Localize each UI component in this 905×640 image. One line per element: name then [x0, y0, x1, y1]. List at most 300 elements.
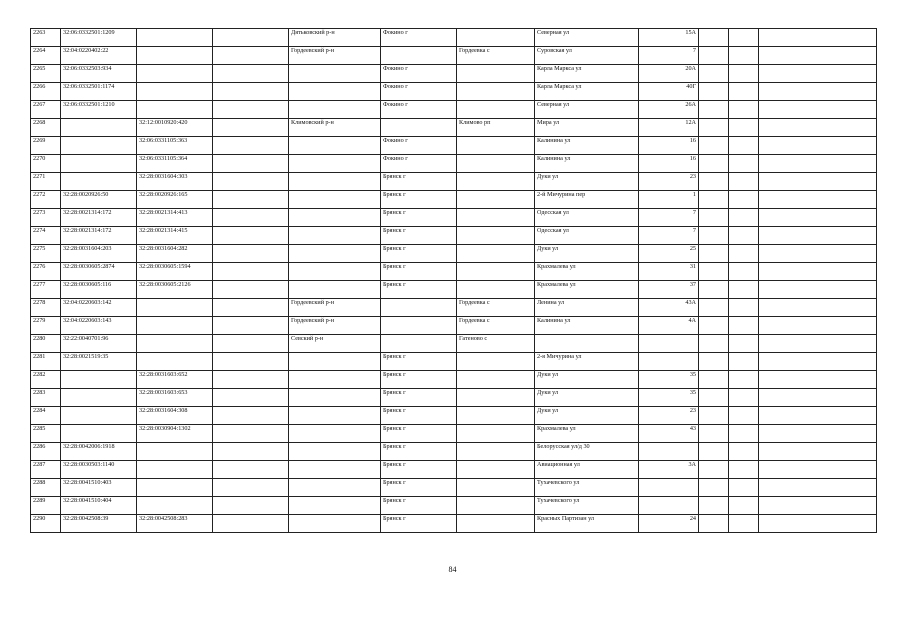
table-cell: Дуки ул: [535, 371, 639, 389]
table-cell: 24: [639, 515, 699, 533]
table-cell: Калинина ул: [535, 137, 639, 155]
table-cell: [213, 407, 289, 425]
table-row: [31, 425, 877, 443]
table-cell: [699, 317, 729, 335]
table-cell: [759, 353, 877, 371]
table-cell: Гордеевка с: [457, 47, 535, 65]
table-cell: [457, 425, 535, 443]
table-cell: 32:28:0020926:165: [137, 191, 213, 209]
table-cell: [759, 83, 877, 101]
table-cell: [213, 335, 289, 353]
table-cell: 43А: [639, 299, 699, 317]
table-cell: 2267: [31, 101, 61, 119]
table-cell: 32:28:0041510:404: [61, 497, 137, 515]
table-cell: [729, 47, 759, 65]
table-cell: Брянск г: [381, 281, 457, 299]
table-cell: [729, 479, 759, 497]
table-row: [31, 245, 877, 263]
table-cell: [381, 299, 457, 317]
table-cell: 2289: [31, 497, 61, 515]
table-cell: [699, 137, 729, 155]
table-cell: Фокино г: [381, 65, 457, 83]
table-cell: [639, 353, 699, 371]
table-cell: 32:28:0030605:1594: [137, 263, 213, 281]
table-row: [31, 317, 877, 335]
table-cell: [759, 209, 877, 227]
table-cell: [759, 155, 877, 173]
table-cell: Авиационная ул: [535, 461, 639, 479]
table-cell: 35: [639, 389, 699, 407]
table-cell: [729, 335, 759, 353]
table-cell: [213, 461, 289, 479]
table-cell: [289, 227, 381, 245]
table-cell: 26А: [639, 101, 699, 119]
table-cell: [759, 389, 877, 407]
table-cell: [213, 191, 289, 209]
table-cell: [759, 299, 877, 317]
table-cell: [457, 209, 535, 227]
table-cell: 2288: [31, 479, 61, 497]
table-cell: [729, 119, 759, 137]
table-cell: [457, 65, 535, 83]
table-cell: Дятьковский р-н: [289, 29, 381, 47]
table-cell: 2264: [31, 47, 61, 65]
table-cell: 2-й Мичурина пер: [535, 191, 639, 209]
table-cell: Брянск г: [381, 461, 457, 479]
table-cell: 32:06:0332501:1174: [61, 83, 137, 101]
table-row: [31, 47, 877, 65]
table-cell: [457, 227, 535, 245]
table-cell: 2275: [31, 245, 61, 263]
table-cell: [381, 119, 457, 137]
table-row: [31, 119, 877, 137]
table-cell: [289, 263, 381, 281]
table-cell: [699, 389, 729, 407]
table-cell: [457, 83, 535, 101]
table-cell: Калинина ул: [535, 155, 639, 173]
table-cell: [213, 317, 289, 335]
table-cell: 37: [639, 281, 699, 299]
table-cell: 32:04:0220402:22: [61, 47, 137, 65]
table-cell: 32:06:0331105:363: [137, 137, 213, 155]
table-cell: Дуки ул: [535, 389, 639, 407]
table-cell: [759, 461, 877, 479]
table-cell: Брянск г: [381, 227, 457, 245]
table-cell: [759, 137, 877, 155]
table-cell: [759, 515, 877, 533]
table-cell: Брянск г: [381, 173, 457, 191]
table-cell: Брянск г: [381, 263, 457, 281]
table-cell: [729, 173, 759, 191]
table-cell: [699, 173, 729, 191]
table-cell: Брянск г: [381, 371, 457, 389]
table-cell: 32:28:0031604:282: [137, 245, 213, 263]
table-cell: [699, 47, 729, 65]
table-cell: 32:28:0031603:652: [137, 371, 213, 389]
table-cell: [729, 407, 759, 425]
table-cell: 23: [639, 407, 699, 425]
table-cell: 32:28:0021519:35: [61, 353, 137, 371]
table-cell: Гордеевка с: [457, 299, 535, 317]
table-cell: 2290: [31, 515, 61, 533]
table-cell: [213, 137, 289, 155]
table-cell: [729, 209, 759, 227]
table-cell: 7: [639, 227, 699, 245]
table-cell: [729, 353, 759, 371]
register-table-body: [31, 29, 877, 533]
table-cell: [759, 263, 877, 281]
table-cell: [457, 191, 535, 209]
table-cell: 43: [639, 425, 699, 443]
table-cell: 32:06:0332501:1210: [61, 101, 137, 119]
table-cell: [213, 65, 289, 83]
table-row: [31, 479, 877, 497]
table-cell: [729, 29, 759, 47]
table-cell: Крахмалева ул: [535, 425, 639, 443]
table-cell: [699, 461, 729, 479]
table-cell: [289, 101, 381, 119]
table-row: [31, 443, 877, 461]
table-cell: [729, 245, 759, 263]
table-cell: 2286: [31, 443, 61, 461]
table-cell: Фокино г: [381, 155, 457, 173]
table-cell: Белорусская ул/д 30: [535, 443, 639, 461]
table-cell: Брянск г: [381, 245, 457, 263]
table-cell: [61, 137, 137, 155]
table-cell: Фокино г: [381, 29, 457, 47]
table-cell: Брянск г: [381, 191, 457, 209]
table-cell: 32:28:0031604:303: [137, 173, 213, 191]
table-cell: 16: [639, 155, 699, 173]
table-cell: [213, 263, 289, 281]
table-cell: 32:28:0021314:415: [137, 227, 213, 245]
table-cell: 32:28:0031604:308: [137, 407, 213, 425]
table-cell: [213, 389, 289, 407]
table-cell: [457, 371, 535, 389]
table-cell: [289, 83, 381, 101]
table-cell: 20А: [639, 65, 699, 83]
table-cell: [759, 173, 877, 191]
table-cell: [213, 101, 289, 119]
table-cell: 12А: [639, 119, 699, 137]
table-cell: 2266: [31, 83, 61, 101]
table-cell: Гордеевка с: [457, 317, 535, 335]
table-cell: [289, 191, 381, 209]
table-cell: 2274: [31, 227, 61, 245]
table-cell: [699, 245, 729, 263]
table-row: [31, 83, 877, 101]
table-row: [31, 173, 877, 191]
table-cell: 32:28:0021314:172: [61, 209, 137, 227]
table-cell: Фокино г: [381, 101, 457, 119]
table-cell: Карла Маркса ул: [535, 65, 639, 83]
table-cell: Калинина ул: [535, 317, 639, 335]
table-cell: 32:28:0030605:116: [61, 281, 137, 299]
table-cell: [699, 155, 729, 173]
table-cell: [457, 443, 535, 461]
table-cell: [137, 29, 213, 47]
table-cell: Брянск г: [381, 443, 457, 461]
table-cell: 32:28:0030605:2874: [61, 263, 137, 281]
table-cell: Северная ул: [535, 29, 639, 47]
table-cell: Тухачевского ул: [535, 497, 639, 515]
table-cell: [457, 515, 535, 533]
table-cell: [759, 227, 877, 245]
table-cell: [137, 299, 213, 317]
table-cell: [759, 191, 877, 209]
table-cell: [759, 119, 877, 137]
table-cell: [759, 407, 877, 425]
table-cell: 2282: [31, 371, 61, 389]
table-cell: 23: [639, 173, 699, 191]
table-cell: 16: [639, 137, 699, 155]
table-cell: [759, 443, 877, 461]
table-cell: [457, 461, 535, 479]
table-cell: 2270: [31, 155, 61, 173]
table-cell: [729, 461, 759, 479]
table-cell: [289, 155, 381, 173]
table-cell: 2271: [31, 173, 61, 191]
table-cell: Дуки ул: [535, 407, 639, 425]
table-cell: [699, 515, 729, 533]
table-cell: 2278: [31, 299, 61, 317]
table-cell: [137, 479, 213, 497]
table-cell: 2273: [31, 209, 61, 227]
table-cell: [729, 65, 759, 83]
table-cell: [213, 47, 289, 65]
table-cell: [381, 47, 457, 65]
table-cell: Брянск г: [381, 407, 457, 425]
table-cell: 32:04:0220603:142: [61, 299, 137, 317]
table-cell: [289, 353, 381, 371]
table-cell: [759, 371, 877, 389]
table-cell: Мира ул: [535, 119, 639, 137]
table-row: [31, 29, 877, 47]
table-cell: Фокино г: [381, 137, 457, 155]
table-cell: Брянск г: [381, 209, 457, 227]
page-number: 84: [448, 565, 457, 574]
table-cell: [759, 65, 877, 83]
table-cell: 32:22:0040701:96: [61, 335, 137, 353]
table-cell: [457, 479, 535, 497]
table-cell: [61, 155, 137, 173]
table-cell: [729, 155, 759, 173]
table-row: [31, 389, 877, 407]
table-cell: [759, 245, 877, 263]
table-row: [31, 335, 877, 353]
table-cell: 4А: [639, 317, 699, 335]
table-cell: Брянск г: [381, 497, 457, 515]
table-cell: [457, 281, 535, 299]
table-cell: [699, 425, 729, 443]
table-cell: Брянск г: [381, 515, 457, 533]
table-cell: [289, 245, 381, 263]
table-cell: [61, 407, 137, 425]
table-cell: [729, 227, 759, 245]
table-cell: 32:28:0031603:653: [137, 389, 213, 407]
table-cell: [289, 425, 381, 443]
table-cell: [457, 497, 535, 515]
table-cell: 2285: [31, 425, 61, 443]
table-cell: Климово рп: [457, 119, 535, 137]
table-row: [31, 155, 877, 173]
table-cell: Крахмалева ул: [535, 263, 639, 281]
table-cell: 32:06:0332503:934: [61, 65, 137, 83]
table-cell: 25: [639, 245, 699, 263]
table-cell: 7: [639, 209, 699, 227]
table-cell: Брянск г: [381, 353, 457, 371]
table-cell: [729, 497, 759, 515]
table-cell: 32:28:0030503:1140: [61, 461, 137, 479]
table-cell: [699, 335, 729, 353]
table-cell: 2284: [31, 407, 61, 425]
table-cell: [699, 65, 729, 83]
table-cell: [213, 29, 289, 47]
table-cell: 35: [639, 371, 699, 389]
table-cell: Фокино г: [381, 83, 457, 101]
table-cell: 32:28:0030904:1302: [137, 425, 213, 443]
table-cell: [759, 479, 877, 497]
table-cell: Брянск г: [381, 479, 457, 497]
table-cell: 2281: [31, 353, 61, 371]
table-cell: 32:28:0021314:413: [137, 209, 213, 227]
table-cell: 32:28:0021314:172: [61, 227, 137, 245]
table-cell: 15А: [639, 29, 699, 47]
table-cell: [137, 353, 213, 371]
table-row: [31, 263, 877, 281]
table-cell: Карла Маркса ул: [535, 83, 639, 101]
table-row: [31, 497, 877, 515]
table-cell: Крахмалева ул: [535, 281, 639, 299]
table-cell: 32:28:0020926:50: [61, 191, 137, 209]
table-cell: [289, 461, 381, 479]
table-cell: [61, 119, 137, 137]
table-cell: [213, 371, 289, 389]
table-cell: [137, 317, 213, 335]
table-cell: [729, 317, 759, 335]
table-cell: [137, 461, 213, 479]
table-cell: 7: [639, 47, 699, 65]
table-cell: [729, 83, 759, 101]
table-row: [31, 209, 877, 227]
table-cell: Одесская ул: [535, 209, 639, 227]
table-cell: [213, 173, 289, 191]
table-cell: [457, 353, 535, 371]
table-cell: [729, 389, 759, 407]
table-cell: Гордеевский р-н: [289, 47, 381, 65]
table-cell: 2277: [31, 281, 61, 299]
table-cell: 32:06:0332501:1209: [61, 29, 137, 47]
table-cell: [213, 281, 289, 299]
table-cell: [289, 443, 381, 461]
table-cell: 2287: [31, 461, 61, 479]
table-cell: 32:06:0331105:364: [137, 155, 213, 173]
table-cell: Красных Партизан ул: [535, 515, 639, 533]
table-cell: [457, 173, 535, 191]
table-cell: [759, 317, 877, 335]
table-cell: [61, 425, 137, 443]
table-cell: 2-я Мичурина ул: [535, 353, 639, 371]
table-cell: 2283: [31, 389, 61, 407]
table-cell: [729, 281, 759, 299]
table-cell: [699, 443, 729, 461]
table-cell: [699, 299, 729, 317]
table-cell: [213, 443, 289, 461]
table-cell: Брянск г: [381, 389, 457, 407]
table-cell: 2269: [31, 137, 61, 155]
table-cell: Суровская ул: [535, 47, 639, 65]
table-cell: [213, 299, 289, 317]
table-cell: 2279: [31, 317, 61, 335]
table-cell: Дуки ул: [535, 173, 639, 191]
table-cell: [457, 407, 535, 425]
table-cell: 32:28:0030605:2126: [137, 281, 213, 299]
table-cell: Тухачевского ул: [535, 479, 639, 497]
table-row: [31, 461, 877, 479]
table-row: [31, 281, 877, 299]
table-cell: Климовский р-н: [289, 119, 381, 137]
table-cell: [535, 335, 639, 353]
table-cell: [289, 407, 381, 425]
table-cell: Дуки ул: [535, 245, 639, 263]
table-cell: Брянск г: [381, 425, 457, 443]
table-cell: [213, 353, 289, 371]
table-cell: [729, 515, 759, 533]
table-cell: [699, 29, 729, 47]
table-cell: [639, 479, 699, 497]
table-cell: [699, 407, 729, 425]
table-cell: [759, 47, 877, 65]
table-cell: [759, 425, 877, 443]
table-cell: [729, 443, 759, 461]
table-cell: [759, 335, 877, 353]
table-cell: [457, 263, 535, 281]
table-cell: 3А: [639, 461, 699, 479]
table-row: [31, 65, 877, 83]
table-cell: Северная ул: [535, 101, 639, 119]
table-cell: Ленина ул: [535, 299, 639, 317]
table-cell: [289, 497, 381, 515]
table-cell: [699, 101, 729, 119]
table-cell: [289, 389, 381, 407]
table-cell: [699, 497, 729, 515]
table-cell: [457, 101, 535, 119]
table-cell: [137, 83, 213, 101]
table-cell: [699, 227, 729, 245]
table-cell: 2280: [31, 335, 61, 353]
table-cell: [699, 479, 729, 497]
table-cell: [61, 389, 137, 407]
table-cell: 2272: [31, 191, 61, 209]
table-cell: 32:28:0031604:203: [61, 245, 137, 263]
table-cell: [289, 209, 381, 227]
table-cell: Гатеново с: [457, 335, 535, 353]
table-cell: [213, 245, 289, 263]
table-cell: [213, 497, 289, 515]
table-cell: Одесская ул: [535, 227, 639, 245]
table-cell: [289, 479, 381, 497]
table-cell: Гордеевский р-н: [289, 317, 381, 335]
table-cell: [213, 227, 289, 245]
table-row: [31, 299, 877, 317]
table-row: [31, 515, 877, 533]
table-cell: [699, 209, 729, 227]
table-cell: [137, 497, 213, 515]
table-cell: [213, 119, 289, 137]
table-cell: [213, 209, 289, 227]
table-cell: 31: [639, 263, 699, 281]
table-cell: 1: [639, 191, 699, 209]
